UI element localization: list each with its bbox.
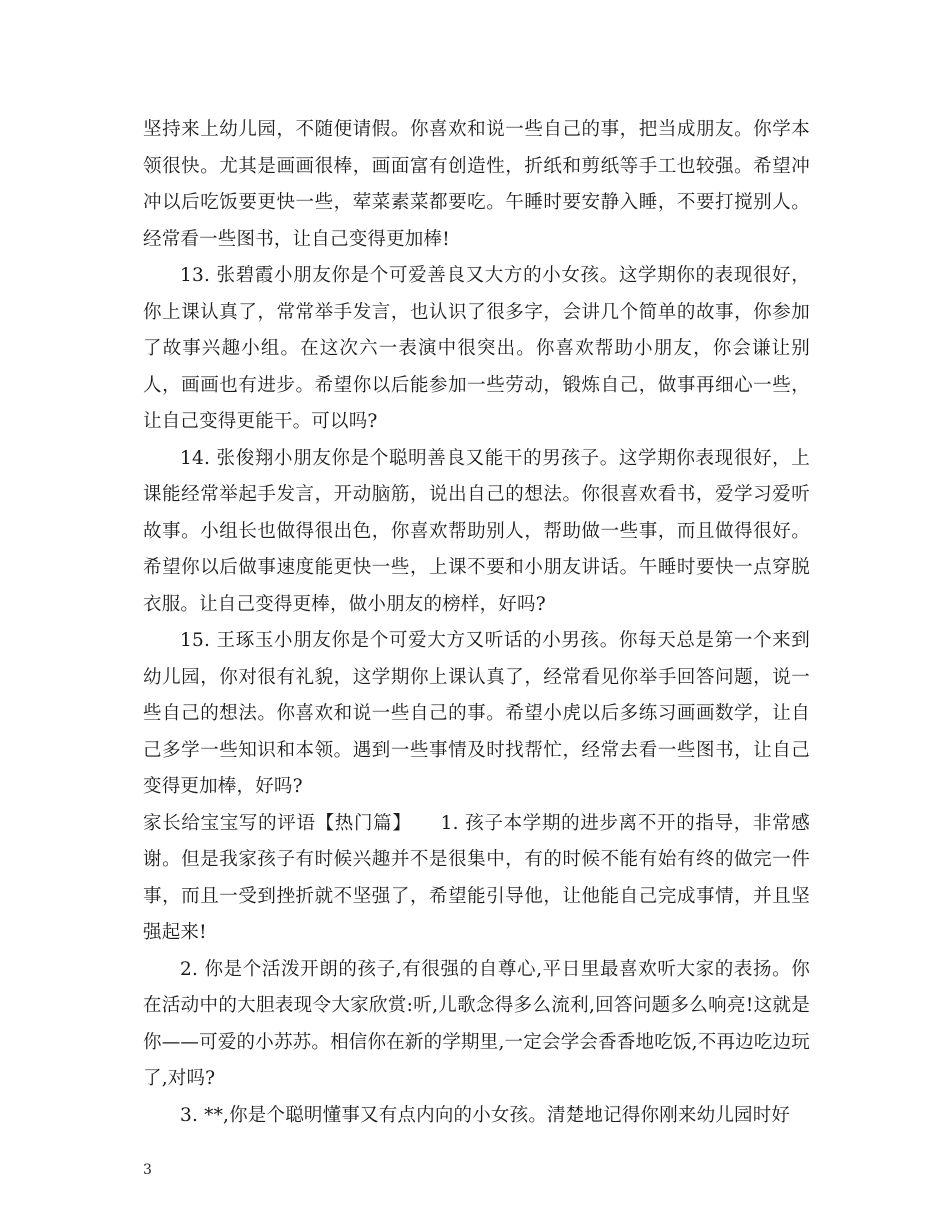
page-number: 3: [143, 1162, 152, 1178]
paragraph-15: 15. 王琢玉小朋友你是个可爱大方又听话的小男孩。你每天总是第一个来到幼儿园，你对很有礼貌，这学期你上课认真了，经常看见你举手回答问题，说一些自己的想法。你喜欢和说一些自己的事。希望小虎以后多练习画画数学，让自己多学一些知识和本领。遇到一些事情及时找帮忙，经常去看一些图书，让自己变得更加棒，好吗?: [143, 630, 810, 797]
paragraph-3: 3. **,你是个聪明懂事又有点内向的小女孩。清楚地记得你刚来幼儿园时好: [180, 1104, 791, 1126]
paragraph-14: 14. 张俊翔小朋友你是个聪明善良又能干的男孩子。这学期你表现很好，上课能经常举起手发言，开动脑筋，说出自己的想法。你很喜欢看书，爱学习爱听故事。小组长也做得很出色，你喜欢帮助别人，帮助做一些事，而且做得很好。希望你以后做事速度能更快一些，上课不要和小朋友讲话。午睡时要快一点穿脱衣服。让自己变得更棒，做小朋友的榜样，好吗?: [143, 447, 810, 615]
section-heading-paragraph: 家长给宝宝写的评语【热门篇】 1. 孩子本学期的进步离不开的指导，非常感谢。但是我家孩子有时候兴趣并不是很集中，有的时候不能有始有终的做完一件事，而且一受到挫折就不坚强了，希望能引导他，让他能自己完成事情，并且坚强起来!: [143, 812, 810, 943]
paragraph-13: 13. 张碧霞小朋友你是个可爱善良又大方的小女孩。这学期你的表现很好，你上课认真了，常常举手发言，也认识了很多字，会讲几个简单的故事，你参加了故事兴趣小组。在这次六一表演中很突出。你喜欢帮助小朋友，你会谦让别人，画画也有进步。希望你以后能参加一些劳动，锻炼自己，做事再细心一些，让自己变得更能干。可以吗?: [143, 265, 810, 432]
page-body: [143, 112, 810, 1134]
paragraph-2: 2. 你是个活泼开朗的孩子,有很强的自尊心,平日里最喜欢听大家的表扬。你在活动中的大胆表现令大家欣赏:听,儿歌念得多么流利,回答问题多么响亮!这就是你——可爱的小苏苏。相信你在新的学期里,一定会学会香香地吃饭,不再边吃边玩了,对吗?: [143, 958, 810, 1089]
paragraph-1: 坚持来上幼儿园，不随便请假。你喜欢和说一些自己的事，把当成朋友。你学本领很快。尤其是画画很棒，画面富有创造性，折纸和剪纸等手工也较强。希望冲冲以后吃饭要更快一些，荤菜素菜都要吃。午睡时要安静入睡，不要打搅别人。经常看一些图书，让自己变得更加棒!: [143, 119, 810, 250]
